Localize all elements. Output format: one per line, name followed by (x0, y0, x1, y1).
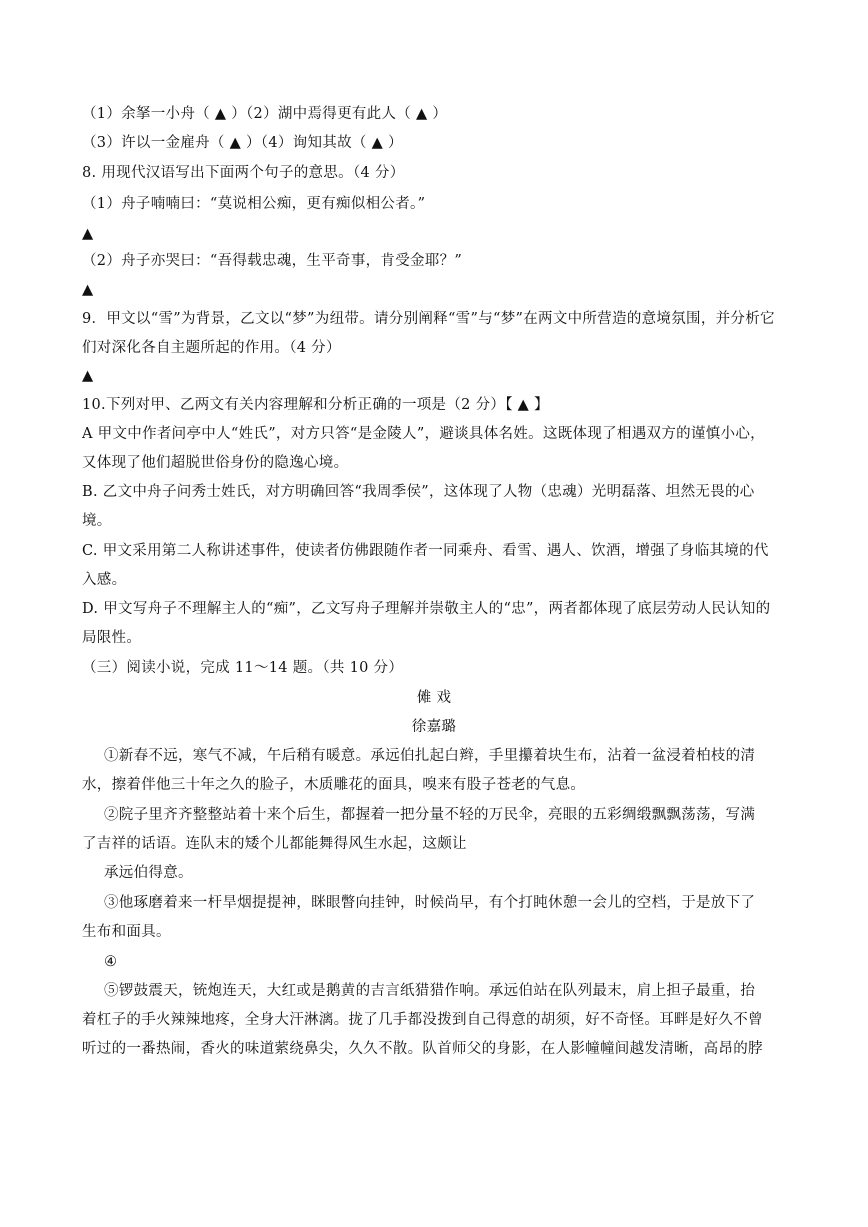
section-3-heading: （三）阅读小说，完成 11～14 题。（共 10 分） (82, 660, 404, 676)
answer-mark: ▲ (82, 282, 94, 298)
q10-option-d-line-1: D. 甲文写舟子不理解主人的“痴”，乙文写舟子理解并崇敬主人的“忠”，两者都体现了底层劳动人民认知的 (82, 601, 771, 617)
para-2-line-3: 承远伯得意。 (104, 865, 193, 881)
para-1-line-1: ①新春不远，寒气不减，午后稍有暖意。承远伯扎起白辫，手里攥着块生布，沾着一盆浸着柏枝的清 (104, 748, 756, 764)
q10-option-d-line-2: 局限性。 (82, 630, 142, 646)
para-2-line-2: 了吉祥的话语。连队末的矮个儿都能舞得风生水起，这颇让 (82, 836, 467, 852)
q8-sentence-2: （2）舟子亦哭曰：“吾得载忠魂，生平奇事，肯受金耶？” (82, 253, 463, 269)
para-5-line-1: ⑤锣鼓震天，铳炮连天，大红或是鹅黄的吉言纸猎猎作响。承远伯站在队列最末，肩上担子最重，抬 (104, 983, 756, 999)
q10-option-c-line-2: 入感。 (82, 572, 127, 588)
para-5-line-2: 着杠子的手火辣辣地疼，全身大汗淋漓。拢了几手都没拨到自己得意的胡须，好不奇怪。耳畔是好久不曾 (82, 1012, 763, 1028)
q10-stem: 10.下列对甲、乙两文有关内容理解和分析正确的一项是（2 分）【 ▲ 】 (82, 397, 549, 413)
story-author: 徐嘉璐 (411, 719, 457, 735)
para-1-line-2: 水，擦着伴他三十年之久的脸子，木质雕花的面具，嗅来有股子苍老的气息。 (82, 777, 586, 793)
q10-option-a-line-2: 又体现了他们超脱世俗身份的隐逸心境。 (82, 455, 349, 471)
q8-sentence-1: （1）舟子喃喃曰：“莫说相公痴，更有痴似相公者。” (82, 196, 426, 212)
para-4-marker: ④ (104, 954, 118, 970)
q10-option-b-line-2: 境。 (82, 513, 112, 529)
q10-option-b-line-1: B. 乙文中舟子问秀士姓氏，对方明确回答“我周季侯”，这体现了人物（忠魂）光明磊落、坦然无畏的心 (82, 484, 755, 500)
q7-line-1 (82, 104, 802, 124)
q7-line-1-text: （1）余拏一小舟（ ▲ ）（2）湖中焉得更有此人（ ▲ ） (82, 106, 448, 122)
q7-line-2-text: （3）许以一金雇舟（ ▲ ）（4）询知其故（ ▲ ） (82, 135, 403, 151)
q10-option-c-line-1: C. 甲文采用第二人称讲述事件，使读者仿佛跟随作者一同乘舟、看雪、遇人、饮酒，增强了身临其境的代 (82, 543, 769, 559)
answer-mark: ▲ (82, 368, 94, 384)
q10-option-a-line-1: A 甲文中作者问亭中人“姓氏”，对方只答“是金陵人”，避谈具体名姓。这既体现了相遇双方的谨慎小心， (82, 426, 765, 442)
q9-stem-line-2: 们对深化各自主题所起的作用。（4 分） (82, 340, 341, 356)
para-3-line-2: 生布和面具。 (82, 924, 171, 940)
para-2-line-1: ②院子里齐齐整整站着十来个后生，都握着一把分量不轻的万民伞，亮眼的五彩绸缎飘飘荡荡，写满 (104, 807, 756, 823)
q8-stem: 8. 用现代汉语写出下面两个句子的意思。（4 分） (82, 165, 405, 181)
q9-stem-line-1: 9．甲文以“雪”为背景，乙文以“梦”为纽带。请分别阐释“雪”与“梦”在两文中所营造的意境氛围，并分析它 (82, 311, 775, 327)
q7-line-2 (82, 133, 802, 153)
answer-mark: ▲ (82, 226, 94, 242)
para-5-line-3: 听过的一番热闹，香火的味道萦绕鼻尖，久久不散。队首师父的身影，在人影幢幢间越发清晰，高昂的脖 (82, 1041, 763, 1057)
para-3-line-1: ③他琢磨着来一杆旱烟提提神，眯眼瞥向挂钟，时候尚早，有个打盹休憩一会儿的空档，于是放下了 (104, 895, 756, 911)
story-title: 傩 戏 (416, 690, 452, 706)
